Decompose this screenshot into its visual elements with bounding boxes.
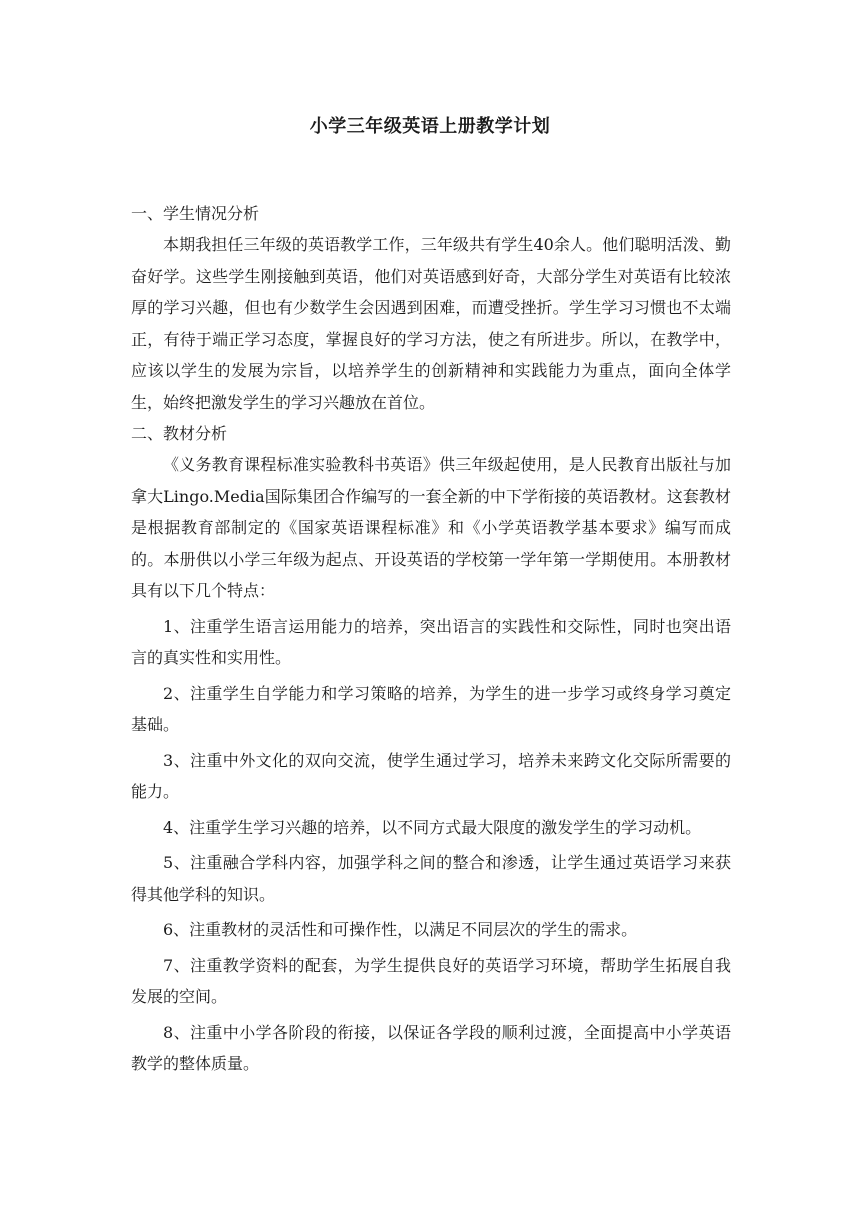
feature-item: 2、注重学生自学能力和学习策略的培养，为学生的进一步学习或终身学习奠定基础。 bbox=[131, 683, 731, 734]
section-heading-textbook-analysis: 二、教材分析 bbox=[131, 424, 228, 443]
feature-item: 7、注重教学资料的配套，为学生提供良好的英语学习环境，帮助学生拓展自我发展的空间。 bbox=[131, 955, 731, 1006]
student-analysis-paragraph: 本期我担任三年级的英语教学工作，三年级共有学生40余人。他们聪明活泼、勤奋好学。这些学生刚接触到英语，他们对英语感到好奇，大部分学生对英语有比较浓厚的学习兴趣，但也有少数学生会因遇到困难，而遭受挫折。学生学习习惯也不太端正，有待于端正学习态度，掌握良好的学习方法，使之有所进步。所以，在教学中，应该以学生的发展为宗旨，以培养学生的创新精神和实践能力为重点，面向全体学生，始终把激发学生的学习兴趣放在首位。 bbox=[131, 235, 731, 412]
section-heading-student-analysis: 一、学生情况分析 bbox=[131, 204, 260, 223]
feature-item: 6、注重教材的灵活性和可操作性，以满足不同层次的学生的需求。 bbox=[163, 920, 638, 939]
document-body bbox=[131, 198, 731, 1084]
feature-item: 4、注重学生学习兴趣的培养，以不同方式最大限度的激发学生的学习动机。 bbox=[163, 817, 702, 837]
feature-item: 1、注重学生语言运用能力的培养，突出语言的实践性和交际性，同时也突出语言的真实性和实用性。 bbox=[131, 616, 731, 667]
feature-item: 5、注重融合学科内容，加强学科之间的整合和渗透，让学生通过英语学习来获得其他学科的知识。 bbox=[131, 853, 731, 904]
feature-item: 3、注重中外文化的双向交流，使学生通过学习，培养未来跨文化交际所需要的能力。 bbox=[131, 750, 731, 801]
feature-item: 8、注重中小学各阶段的衔接，以保证各学段的顺利过渡，全面提高中小学英语教学的整体质量。 bbox=[131, 1022, 731, 1073]
document-title: 小学三年级英语上册教学计划 bbox=[309, 116, 551, 137]
textbook-analysis-paragraph: 《义务教育课程标准实验教科书英语》供三年级起使用，是人民教育出版社与加拿大Lingo.Media国际集团合作编写的一套全新的中下学衔接的英语教材。这套教材是根据教育部制定的《国家英语课程标准》和《小学英语教学基本要求》编写而成的。本册供以小学三年级为起点、开设英语的学校第一学年第一学期使用。本册教材具有以下几个特点： bbox=[131, 455, 731, 600]
